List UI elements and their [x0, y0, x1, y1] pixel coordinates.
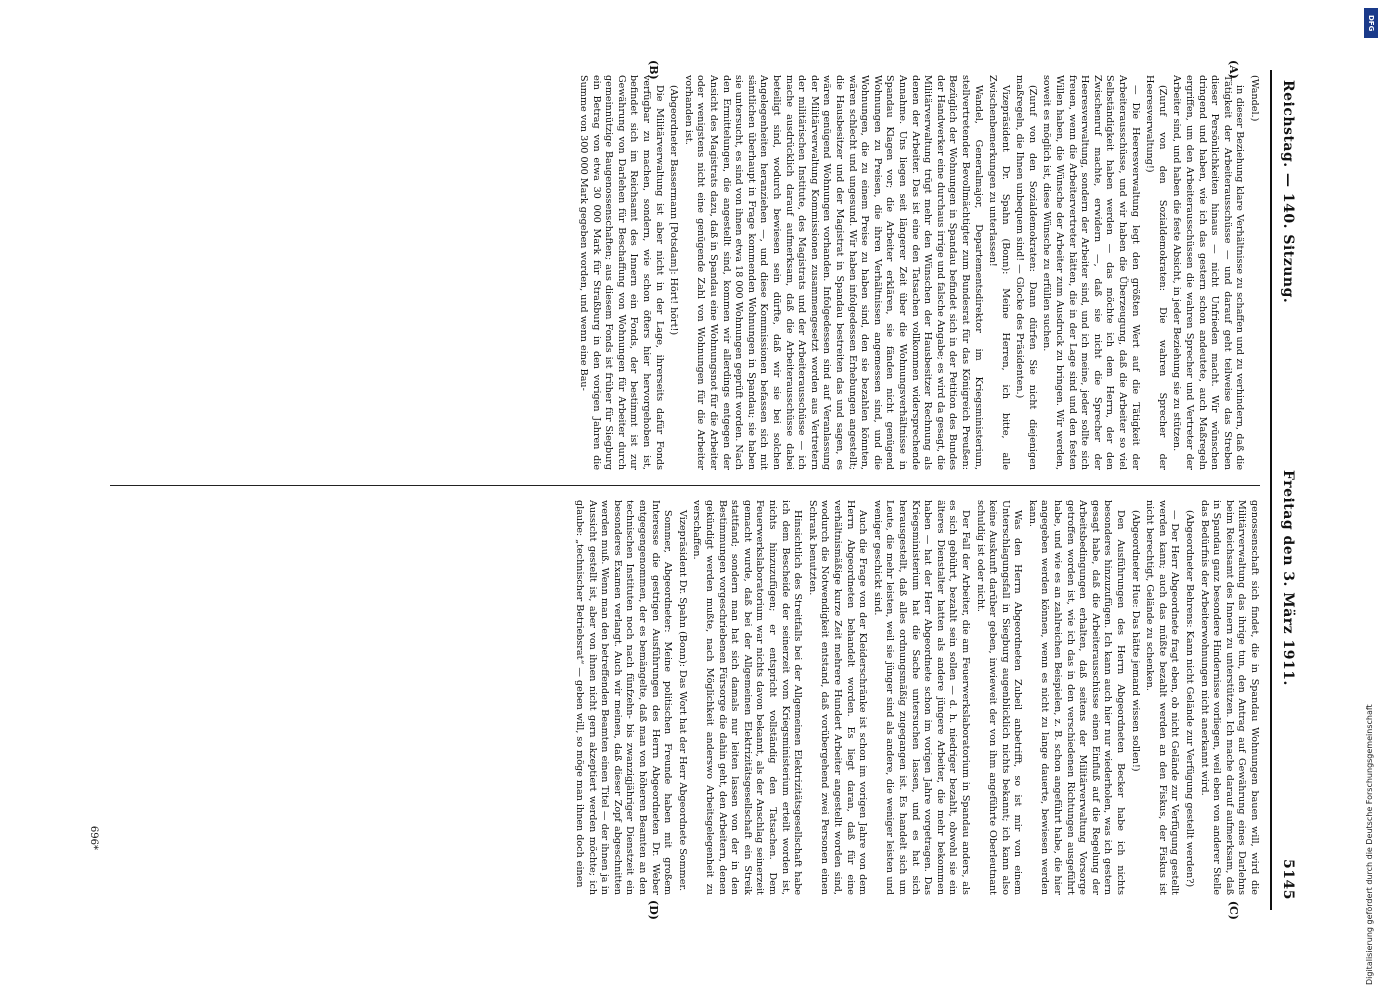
- right-para: (Abgeordneter Behrens: Kann nicht Gelände zur Verfügung gestellt werden?): [1184, 510, 1196, 888]
- header-center: Freitag den 3. März 1911.: [1280, 470, 1296, 686]
- scanned-page: [75, 55, 1305, 925]
- right-para: (Abgeordneter Hue: Das hätte jemand wissen sollen!): [1129, 510, 1141, 772]
- column-divider: [110, 485, 1260, 486]
- margin-mark-c: (C): [1227, 900, 1240, 920]
- page-number: 5145: [1280, 859, 1296, 900]
- margin-mark-a: (A): [1227, 60, 1240, 79]
- left-para: Die Militärverwaltung ist aber nicht in der Lage, ihrerseits dafür Fonds verfügbar zu machen, sondern, wie schon öfters hier hervorgehoben ist, befindet sich im Reichsamt des Innern ein Fonds, der bestimmt ist zur Gewährung von Darlehen für Beschaffung von Wohnungen für Arbeiter durch gemeinnützige Baugenossenschaften; aus diesem Fonds ist früher für Siegburg ein Betrag von etwa 30 000 Mark für Straßburg in den vorigen Jahren die Summe von 300 000 Mark gegeben worden, und wenn eine Bau-: [578, 75, 665, 470]
- right-para: Sommer, Abgeordneter: Meine politischen Freunde haben mit großem Interesse die gestrigen Ausführungen des Herrn Abgeordneten Dr. Weber entgegengenommen, der es bemängelte, daß man von höheren Beamten an den technischen Instituten noch nach fünfzehn- bis zwanzigjähriger Dienstzeit ein besonderes Examen verlangt. Auch wir meinen, daß dieser Zopf abgeschnitten werden muß. Wenn man den betreffenden Beamten einen Titel — der ihnen ja in Aussicht gestellt ist, aber von ihnen nicht gern akzeptiert werden möchte; ich glaube: „technischer Betriebsrat“ — geben will, so möge man ihnen doch einen: [574, 500, 674, 895]
- right-para: Der Fall der Arbeiter, die am Feuerwerkslaboratorium in Spandau anders, als es sich gebührt, bezahlt sein sollen — d. h. niedriger bezahlt, obwohl sie ein älteres Dienstalter hatten als andere jüngere Arbeiter, die mehr bekommen haben — hat der Herr Abgeordnete schon im vorigen Jahre vorgetragen. Das Kriegsministerium hat die Sache untersuchen lassen, und es hat sich herausgestellt, daß alles ordnungsmäßig zugegangen ist. Es handelt sich um Leute, die mehr leisten, weil sie jünger sind als andere, die weniger leisten und weniger geschickt sind.: [871, 500, 971, 895]
- digitization-note: Digitalisierung gefördert durch die Deutsche Forschungsgemeinschaft: [1365, 704, 1374, 985]
- margin-mark-b: (B): [647, 60, 660, 80]
- right-para: Hinsichtlich des Streitfalls bei der Allgemeinen Elektrizitätsgesellschaft habe ich dem Bescheide der seinerzeit vom Kriegsministerium erteilt worden ist, nichts hinzuzufügen; er entspricht vollständig den Tatsachen. Dem Feuerwerkslaboratorium war nichts davon bekannt, als der Anschlag seinerzeit gemacht wurde, daß bei der Allgemeinen Elektrizitätsgesellschaft ein Streik stattfand; sondern man hat sich damals nur leiten lassen von der in den Bestimmungen vorgeschriebenen Fürsorge die dahin geht, den Arbeitern, denen gekündigt werden mußte, nach Möglichkeit anderswo Arbeitsgelegenheit zu verschaffen.: [691, 500, 804, 895]
- left-para: Wandel, Generalmajor, Departementsdirektor im Kriegsministerium, stellvertretender Bevollmächtigter zum Bundesrat für das Königreich Preußen: Bezüglich der Wohnungen in Spandau befindet sich in der Petition des Bundes der Handwerker eine durchaus irrige und falsche Angabe; es wird da gesagt, die Militärverwaltung trügt mehr den Wünschen der Hausbesitzer Rechnung als denen der Arbeiter. Das ist eine den Tatsachen vollkommen widersprechende Annahme. Uns liegen seit längerer Zeit über die Wohnungsverhältnisse in Spandau Klagen vor; die Arbeiter erklären, sie fänden nicht genügend Wohnungen zu Preisen, die ihren Verhältnissen angemessen sind, und die Wohnungen, die zu einem Preise zu haben sind, den sie bezahlen könnten, wären schlecht und ungesund. Wir haben infolgedessen Erhebungen angestellt; die Hausbesitzer und der Magistrat in Spandau bestreiten das und sagen, es wären genügend Wohnungen vorhanden. Infolgedessen sind auf Veranlassung der Militärverwaltung Kommissionen zusammengesetzt worden aus Vertretern der militärischen Institute, des Magistrats und der Arbeiterausschüsse — ich mache ausdrücklich darauf aufmerksam, daß die Arbeiterausschüsse dabei beteiligt sind, wodurch bewiesen sein dürfte, daß wir sie bei solchen Angelegenheiten heranziehen —, und diese Kommissionen befassen sich mit sämtlichen überhaupt in Frage kommenden Wohnungen in Spandau; sie haben sie untersucht, es sind von ihnen etwa 18 000 Wohnungen geprüft worden. Nach den Ermittelungen, die angestellt sind, kommen wir allerdings entgegen der Ansicht des Magistrats dazu, daß in Spandau eine Wohnungsnot für die Arbeiter oder wenigstens nicht eine genügende Zahl von Wohnungen für die Arbeiter vorhanden ist.: [682, 75, 984, 470]
- left-para: (Zuruf von den Sozialdemokraten: Die wahren Sprecher der Heeresverwaltung!): [1144, 75, 1168, 470]
- left-para: Vizepräsident Dr. Spahn (Bonn): Meine Herren, ich bitte, alle Zwischenbemerkungen zu unterlassen!: [987, 75, 1011, 470]
- right-para: — Der Herr Abgeordnete fragt eben, ob nicht Gelände zur Verfügung gestellt werden kann; auch das müßte bezahlt werden an den Fiskus, der Fiskus ist nicht berechtigt, Gelände zu schenken.: [1144, 500, 1181, 895]
- left-column: [110, 75, 1260, 470]
- rotated-page: [80, 60, 1300, 920]
- header-rule: [1270, 70, 1272, 910]
- page-footer: 696*: [88, 825, 99, 850]
- page-header: [1274, 60, 1300, 920]
- right-para: genossenschaft sich findet, die in Spandau Wohnungen bauen will, wird die Militärverwaltung das ihrige tun, den Antrag auf Gewährung eines Darlehns beim Reichsamt des Innern zu unterstützen. Ich mache darauf aufmerksam, daß in Spandau ganz besondere Hindernisse vorliegen, weil eben von anderer Stelle das Bedürfnis der Arbeiterwohnungen nicht anerkannt wird.: [1198, 500, 1260, 895]
- dfg-logo: DFG: [1364, 8, 1378, 38]
- left-para: (Wandel.): [1249, 75, 1260, 122]
- right-para: Vizepräsident Dr. Spahn (Bonn): Das Wort hat der Herr Abgeordnete Sommer.: [676, 510, 688, 892]
- left-para: in dieser Beziehung klare Verhältnisse zu schaffen und zu verhindern, daß die Tätigkeit der Arbeiterausschüsse — und darauf geht teilweise das Streben dieser Persönlichkeiten hinaus — nicht Unfrieden macht. Wir wünschen dringend und haben, wie ich das gestern schon andeutete, auch Maßregeln ergriffen, um den Arbeiterausschüssen die wahren Sprecher und Vertreter der Arbeiter sind, und haben die feste Absicht, in jeder Beziehung sie zu stützen.: [1171, 75, 1246, 470]
- right-para: Den Ausführungen des Herrn Abgeordneten Becker habe ich nichts besonderes hinzuzufügen. Ich kann auch hier nur wiederholen, was ich gestern gesagt habe, daß die Arbeiterausschüsse einen Einfluß auf die Regelung der Arbeitsbedingungen erhalten, daß seitens der Militärverwaltung Vorsorge getroffen worden ist, wie ich das in den verschiedenen Richtungen ausgeführt habe, und wie es an zahlreichen Beispielen, z. B. schon angeführt habe, die hier angegeben werden können, wenn es nicht zu lange dauerte, bewiesen werden kann.: [1026, 500, 1127, 895]
- left-para: (Abgeordneter Bassermann [Potsdam]: Hört! hört!): [668, 85, 680, 336]
- right-column: [110, 500, 1260, 895]
- margin-mark-d: (D): [647, 900, 660, 920]
- header-left: Reichstag. — 140. Sitzung.: [1280, 80, 1296, 304]
- right-para: Was den Herrn Abgeordneten Zubeil anbetrifft, so ist mir von einem Unterschlagungsfall in Siegburg augenblicklich nichts bekannt; ich kann also keine Auskunft darüber geben, inwieweit der von ihm angeführte Oberleutnant schuldig ist oder nicht.: [974, 500, 1024, 895]
- left-para: (Zuruf von den Sozialdemokraten: Dann dürfen Sie nicht diejenigen maßregeln, die Ihnen unbequem sind! — Glocke des Präsidenten.): [1014, 75, 1038, 470]
- left-para: — Die Heeresverwaltung legt den größten Wert auf die Tätigkeit der Arbeiterausschüsse, und wir haben die Überzeugung, daß die Arbeiter so viel Selbständigkeit haben werden — das möchte ich dem Herrn, der den Zwischenruf machte, erwidern —, daß sie nicht die Sprecher der Heeresverwaltung, sondern der Arbeiter sind, und ich meine, jeder sollte sich freuen, wenn die Arbeitervertreter hätten, die in der Lage sind und den festen Willen haben, die Wünsche der Arbeiter zum Ausdruck zu bringen. Wir werden, soweit es möglich ist, diese Wünsche zu erfüllen suchen.: [1041, 75, 1141, 470]
- right-para: Auch die Frage von der Kleiderschränke ist schon im vorigen Jahre von dem Herrn Abgeordneten behandelt worden. Es liegt daran, daß für eine verhältnismäßige kurze Zeit mehrere Hundert Arbeiter angestellt worden sind, wodurch die Notwendigkeit entstand, daß vorübergehend zwei Personen einen Schrank benutzten.: [806, 500, 869, 895]
